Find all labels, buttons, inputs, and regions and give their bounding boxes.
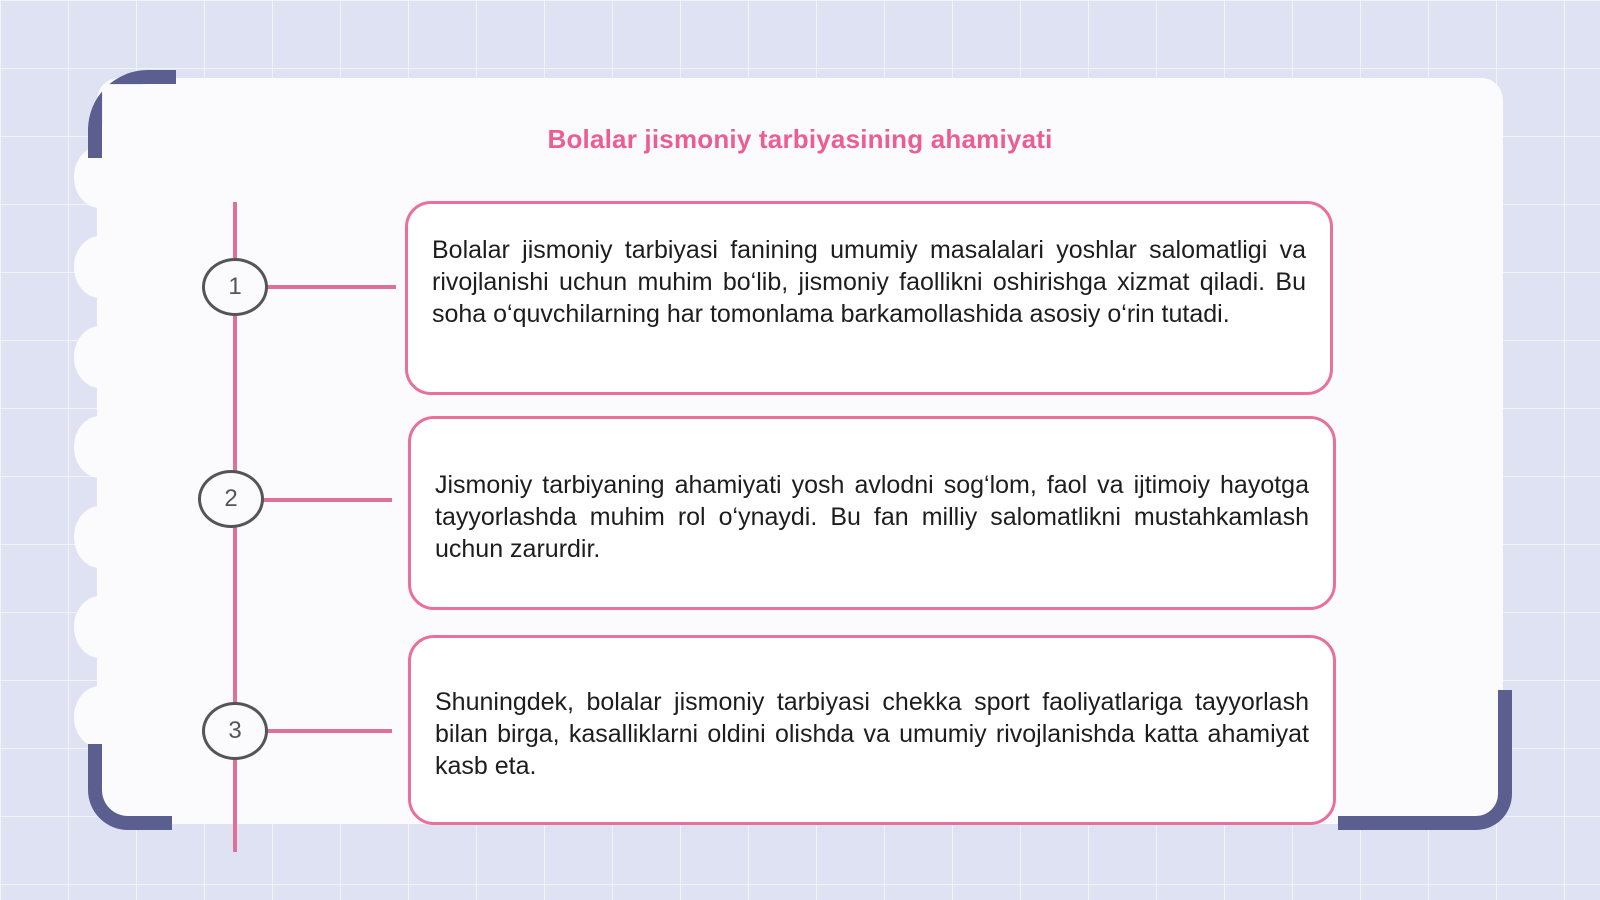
corner-bracket-bottom-right bbox=[1338, 690, 1512, 830]
timeline-text-box bbox=[408, 416, 1336, 610]
step-number-circle bbox=[202, 702, 268, 760]
timeline-connector bbox=[262, 498, 392, 502]
slide-title: Bolalar jismoniy tarbiyasining ahamiyati bbox=[547, 124, 1053, 154]
step-number-circle bbox=[202, 258, 268, 316]
step-number: 2 bbox=[224, 485, 238, 512]
timeline-text: Shuningdek, bolalar jismoniy tarbiyasi chekka sport faoliyatlariga tayyorlash bilan birga, kasalliklarni oldini olishda va umumiy rivojlanishda katta ahamiyat kasb eta. bbox=[435, 688, 1309, 780]
timeline-text-box bbox=[405, 201, 1333, 395]
timeline-connector bbox=[266, 285, 396, 289]
timeline-text: Jismoniy tarbiyaning ahamiyati yosh avlodni sog‘lom, faol va ijtimoiy hayotga tayyorlashda muhim rol o‘ynaydi. Bu fan milliy salomatlikni mustahkamlash uchun zarurdir. bbox=[435, 471, 1309, 563]
step-number: 3 bbox=[228, 717, 242, 744]
timeline-connector bbox=[266, 729, 392, 733]
timeline-text-box bbox=[408, 635, 1336, 825]
step-number: 1 bbox=[228, 273, 242, 300]
timeline-text: Bolalar jismoniy tarbiyasi fanining umumiy masalalari yoshlar salomatligi va rivojlanishi uchun muhim bo‘lib, jismoniy faollikni oshirishga xizmat qiladi. Bu soha o‘quvchilarning har tomonlama barkamollashida asosiy o‘rin tutadi. bbox=[432, 236, 1306, 328]
step-number-circle bbox=[198, 470, 264, 528]
corner-bracket-bottom-left bbox=[88, 744, 172, 830]
